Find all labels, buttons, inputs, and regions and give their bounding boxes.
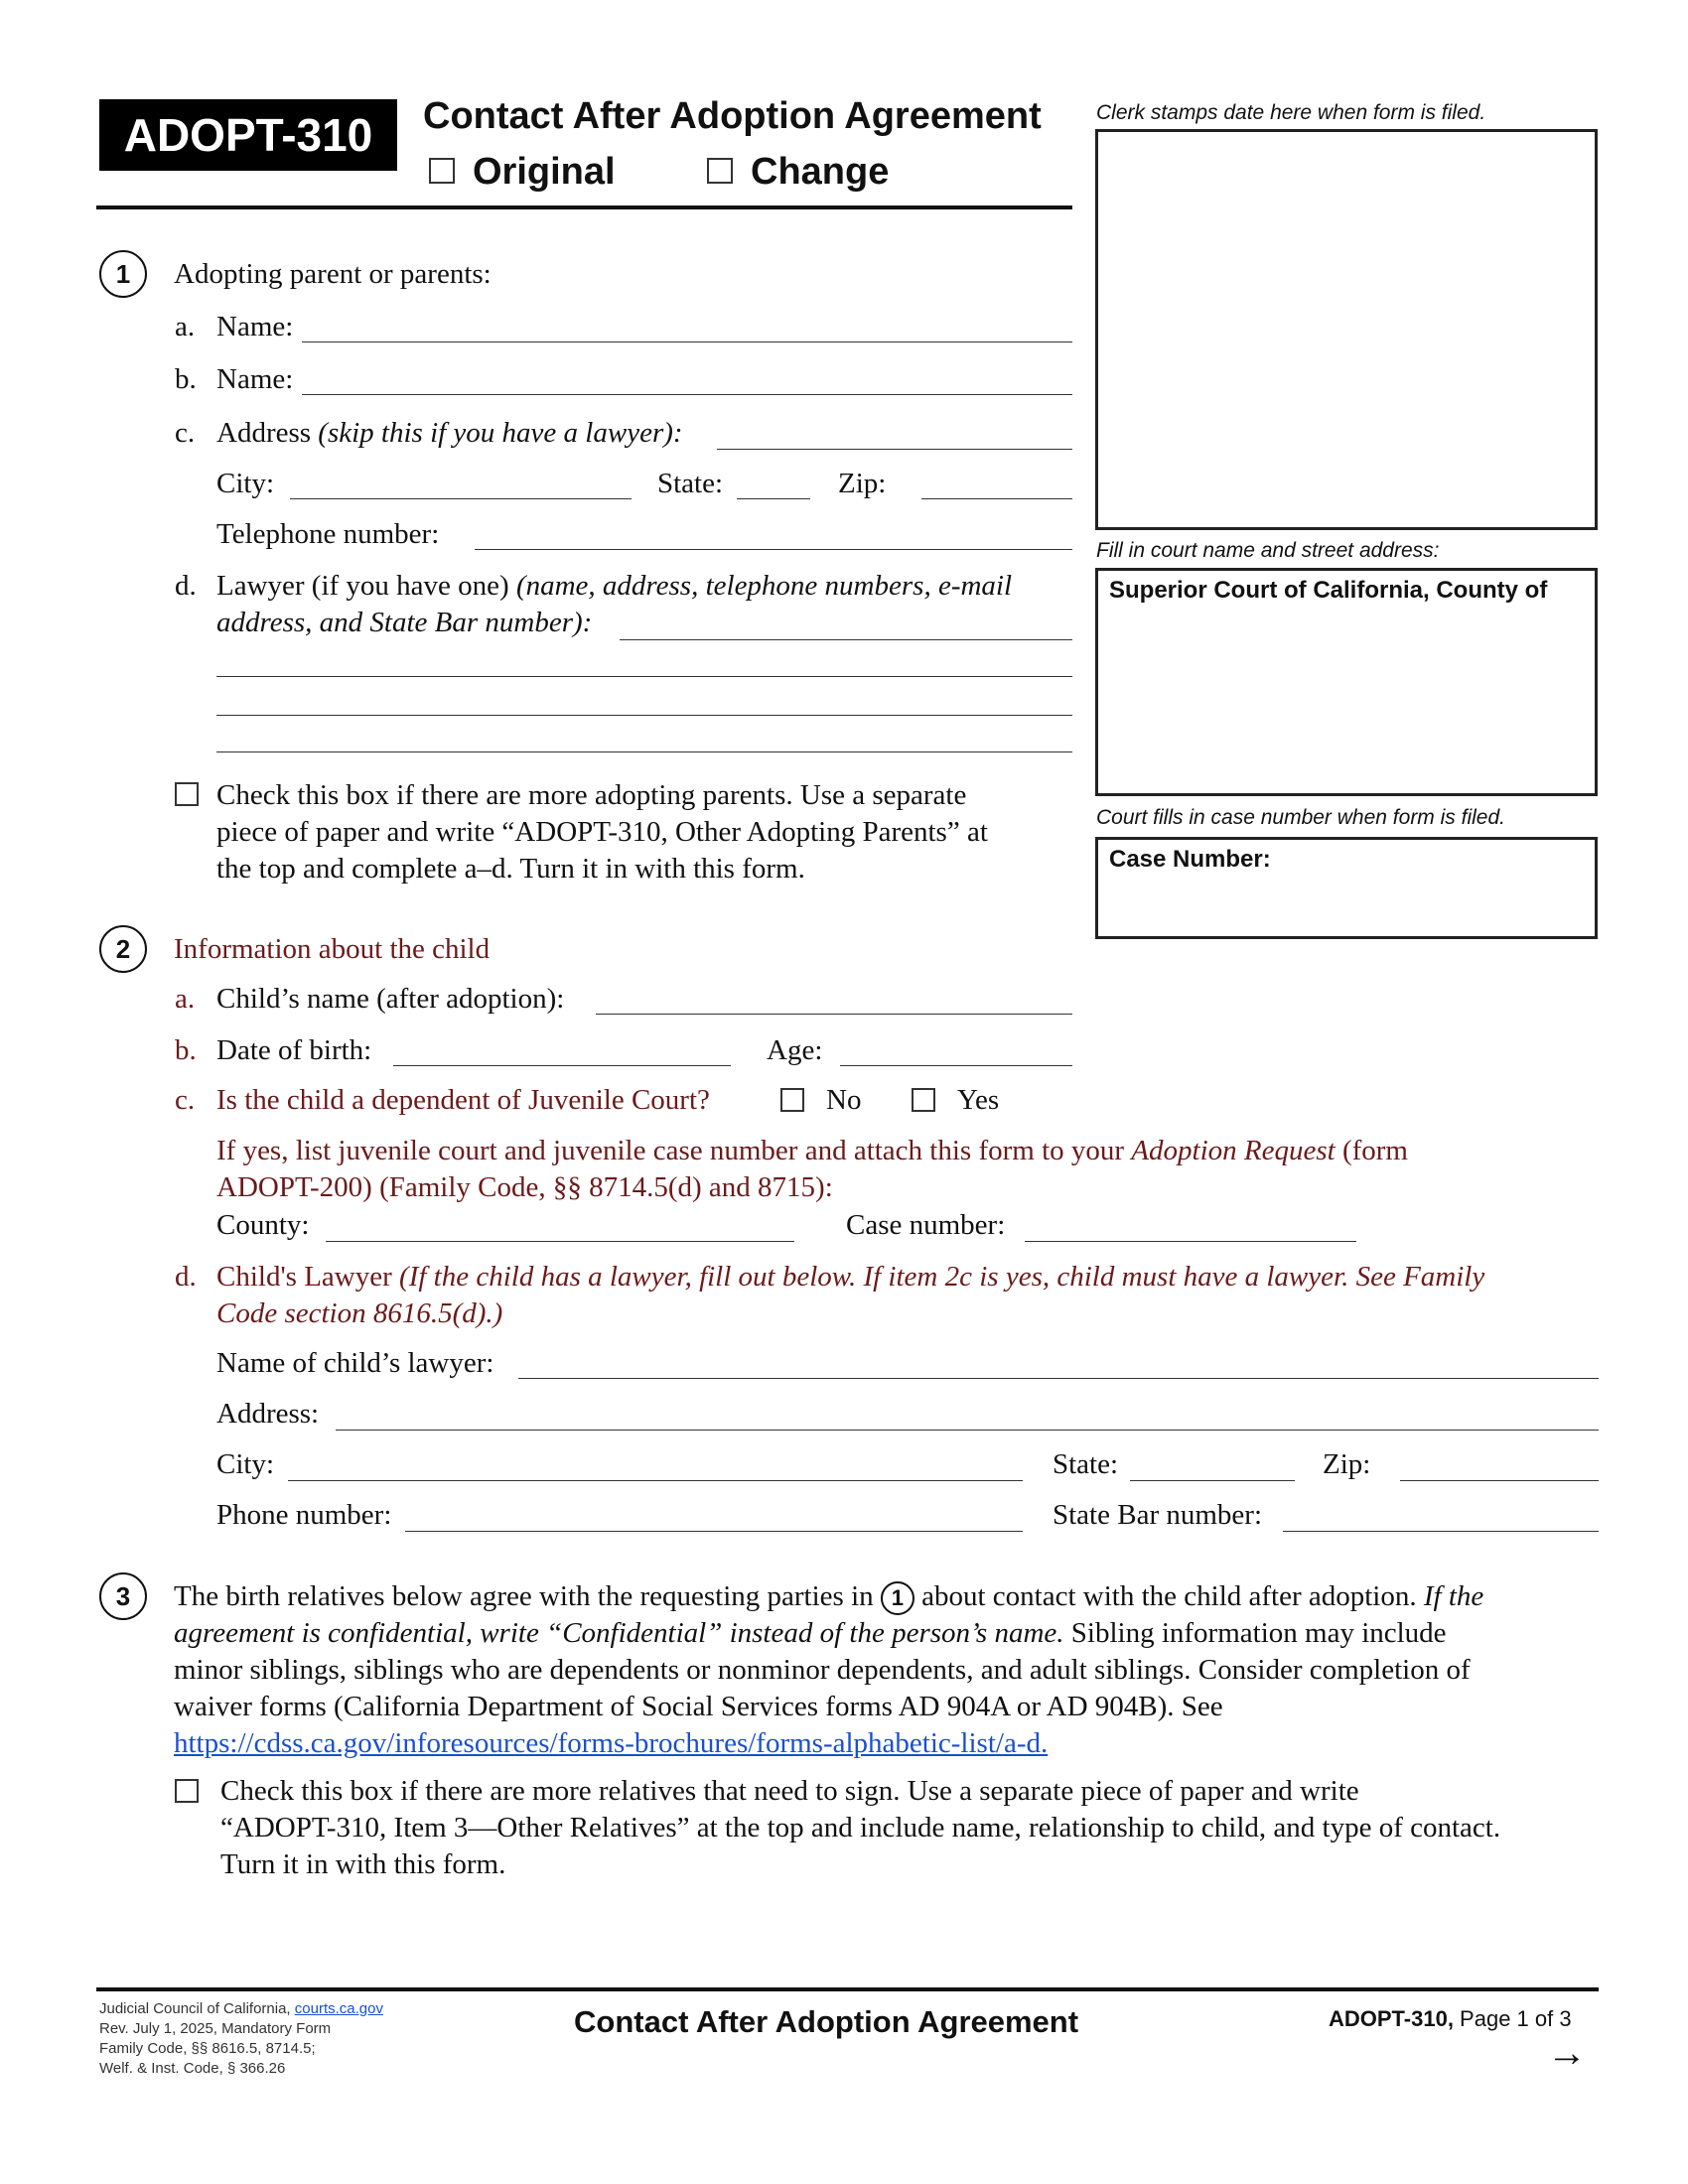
s1-d-note-1: (name, address, telephone numbers, e-mail (515, 570, 1013, 602)
section-1-number: 1 (99, 250, 147, 298)
s2-b-letter: b. (175, 1034, 197, 1066)
section-2-heading: Information about the child (174, 933, 491, 965)
footer-code2: Welf. & Inst. Code, § 366.26 (99, 2060, 286, 2077)
s3-url-line (174, 1725, 1048, 1761)
s2-case-number-field[interactable] (1025, 1241, 1356, 1242)
s1-c-label-wrap (216, 415, 683, 451)
s2-age-label: Age: (767, 1034, 823, 1066)
s2-zip-label: Zip: (1323, 1448, 1371, 1480)
s2-age-field[interactable] (840, 1065, 1072, 1066)
s3-p2 (174, 1615, 1447, 1651)
s3-p1c: If the (1423, 1580, 1484, 1612)
original-checkbox[interactable] (429, 158, 455, 184)
s1-lawyer-field-4[interactable] (216, 751, 1072, 752)
s3-p4: waiver forms (California Department of Social Services forms AD 904A or AD 904B). See (174, 1691, 1223, 1722)
footer-page: Page 1 of 3 (1453, 2006, 1572, 2031)
s1-zip-label: Zip: (838, 468, 887, 499)
court-box[interactable] (1095, 568, 1598, 796)
s1-d-letter: d. (175, 570, 197, 602)
s3-more-1: Check this box if there are more relatives that need to sign. Use a separate piece of paper and write (220, 1775, 1359, 1807)
section-3-number: 3 (99, 1572, 147, 1620)
s2-phone-field[interactable] (405, 1531, 1023, 1532)
s2-phone-label: Phone number: (216, 1499, 392, 1531)
s2-ifyes-1c: (form (1335, 1135, 1408, 1166)
s2-state-bar-field[interactable] (1283, 1531, 1599, 1532)
s2-no-label: No (826, 1084, 862, 1116)
s3-p2b: Sibling information may include (1063, 1617, 1447, 1649)
s1-telephone-field[interactable] (475, 549, 1072, 550)
s2-ifyes-2: ADOPT-200) (Family Code, §§ 8714.5(d) and 8715): (216, 1171, 833, 1203)
s2-case-number-label: Case number: (846, 1209, 1006, 1241)
s1-lawyer-field-2[interactable] (216, 676, 1072, 677)
s1-d-line1 (216, 568, 1012, 604)
s1-a-letter: a. (175, 311, 196, 342)
s2-ifyes-1a: If yes, list juvenile court and juvenile case number and attach this form to your (216, 1135, 1132, 1166)
case-text: Case Number: (1109, 846, 1271, 873)
clerk-stamp-label: Clerk stamps date here when form is filed. (1096, 101, 1486, 124)
court-label: Fill in court name and street address: (1096, 539, 1440, 562)
s3-more-relatives-checkbox[interactable] (175, 1779, 199, 1803)
court-text: Superior Court of California, County of (1109, 577, 1548, 604)
footer-council-link[interactable]: courts.ca.gov (294, 2000, 383, 2017)
s2-b-label: Date of birth: (216, 1034, 372, 1066)
s2-a-letter: a. (175, 983, 196, 1015)
s3-p1a: The birth relatives below agree with the requesting parties in (174, 1580, 874, 1612)
s1-more-1: Check this box if there are more adopting parents. Use a separate (216, 779, 967, 811)
s1-more-parents-checkbox[interactable] (175, 782, 199, 806)
s1-a-name-field[interactable] (302, 341, 1072, 342)
s2-d-letter: d. (175, 1261, 197, 1293)
s2-state-bar-label: State Bar number: (1053, 1499, 1263, 1531)
s2-state-label: State: (1053, 1448, 1119, 1480)
s2-yes-checkbox[interactable] (912, 1088, 935, 1112)
s1-c-letter: c. (175, 417, 196, 449)
s1-address-field[interactable] (717, 449, 1072, 450)
s1-city-field[interactable] (290, 498, 632, 499)
s1-c-label: Address (216, 417, 312, 449)
s1-more-2: piece of paper and write “ADOPT-310, Other Adopting Parents” at (216, 816, 988, 848)
s1-d-note-2: address, and State Bar number): (216, 607, 593, 638)
form-id-badge (99, 99, 397, 171)
s1-telephone-label: Telephone number: (216, 518, 440, 550)
case-label: Court fills in case number when form is filed. (1096, 806, 1505, 829)
s2-lawyer-name-label: Name of child’s lawyer: (216, 1347, 494, 1379)
s1-lawyer-field-1[interactable] (620, 639, 1072, 640)
s3-more-3: Turn it in with this form. (220, 1848, 506, 1880)
s2-county-label: County: (216, 1209, 310, 1241)
s3-ref-1: 1 (881, 1581, 914, 1615)
option-change[interactable] (707, 149, 889, 195)
footer-title: Contact After Adoption Agreement (574, 2004, 1079, 2039)
s1-c-note: (skip this if you have a lawyer): (318, 417, 683, 449)
s3-p3: minor siblings, siblings who are dependents or nonminor dependents, and adult siblings. Consider completion of (174, 1654, 1471, 1686)
footer-council: Judicial Council of California, (99, 2000, 295, 2017)
s2-no-checkbox[interactable] (780, 1088, 804, 1112)
s2-a-label: Child’s name (after adoption): (216, 983, 565, 1015)
change-checkbox[interactable] (707, 158, 733, 184)
s1-state-label: State: (657, 468, 724, 499)
footer-council-line (99, 1999, 383, 2019)
s2-yes-label: Yes (957, 1084, 1000, 1116)
s2-lawyer-name-field[interactable] (518, 1378, 1599, 1379)
s3-p1 (174, 1578, 1483, 1615)
s3-p1b: about contact with the child after adoption. (921, 1580, 1417, 1612)
s3-p2a: agreement is confidential, write “Confidential” instead of the person’s name. (174, 1617, 1064, 1649)
s1-b-name-field[interactable] (302, 394, 1072, 395)
s2-dob-field[interactable] (393, 1065, 731, 1066)
s2-city-label: City: (216, 1448, 275, 1480)
s1-b-label: Name: (216, 363, 294, 395)
s2-zip-field[interactable] (1400, 1480, 1599, 1481)
s2-d-note-1: (If the child has a lawyer, fill out below. If item 2c is yes, child must have a lawyer. See Family (399, 1261, 1485, 1293)
s1-b-letter: b. (175, 363, 197, 395)
s2-address-field[interactable] (336, 1430, 1599, 1431)
s3-cdss-link[interactable]: https://cdss.ca.gov/inforesources/forms-brochures/forms-alphabetic-list/a-d. (174, 1727, 1049, 1759)
s2-state-field[interactable] (1130, 1480, 1295, 1481)
footer-left (99, 1999, 383, 2079)
clerk-stamp-box (1095, 129, 1598, 530)
s2-d-line1 (216, 1259, 1484, 1295)
s1-lawyer-field-3[interactable] (216, 715, 1072, 716)
s1-a-label: Name: (216, 311, 294, 342)
section-2-number: 2 (99, 925, 147, 973)
original-label: Original (473, 151, 616, 193)
s2-ifyes-line1 (216, 1133, 1408, 1168)
s2-d-note-2: Code section 8616.5(d).) (216, 1297, 503, 1329)
change-label: Change (751, 151, 890, 193)
footer-page-info (1329, 2005, 1572, 2033)
s2-c-letter: c. (175, 1084, 196, 1116)
s2-d-label: Child's Lawyer (216, 1261, 392, 1293)
s2-c-label: Is the child a dependent of Juvenile Court? (216, 1084, 710, 1116)
case-box[interactable] (1095, 837, 1598, 939)
form-id-text: ADOPT-310 (123, 109, 373, 161)
header-rule (96, 205, 1072, 209)
s3-more-2: “ADOPT-310, Item 3—Other Relatives” at the top and include name, relationship to child, and type of contact. (220, 1812, 1501, 1843)
s1-more-3: the top and complete a–d. Turn it in with this form. (216, 853, 805, 885)
s1-city-label: City: (216, 468, 275, 499)
next-page-arrow-icon[interactable]: → (1547, 2031, 1587, 2075)
footer-rule (96, 1987, 1599, 1991)
s2-county-field[interactable] (326, 1241, 794, 1242)
option-original[interactable] (429, 149, 616, 195)
s1-state-field[interactable] (737, 498, 810, 499)
footer-rev: Rev. July 1, 2025, Mandatory Form (99, 2020, 332, 2037)
s1-d-label: Lawyer (if you have one) (216, 570, 509, 602)
s1-zip-field[interactable] (921, 498, 1072, 499)
section-1-heading: Adopting parent or parents: (174, 258, 492, 290)
footer-form-id: ADOPT-310, (1329, 2006, 1454, 2031)
form-title: Contact After Adoption Agreement (423, 95, 1042, 137)
s2-address-label: Address: (216, 1398, 320, 1430)
footer-code1: Family Code, §§ 8616.5, 8714.5; (99, 2040, 316, 2057)
s2-city-field[interactable] (288, 1480, 1023, 1481)
s2-ifyes-1b: Adoption Request (1131, 1135, 1336, 1166)
s2-child-name-field[interactable] (596, 1014, 1072, 1015)
